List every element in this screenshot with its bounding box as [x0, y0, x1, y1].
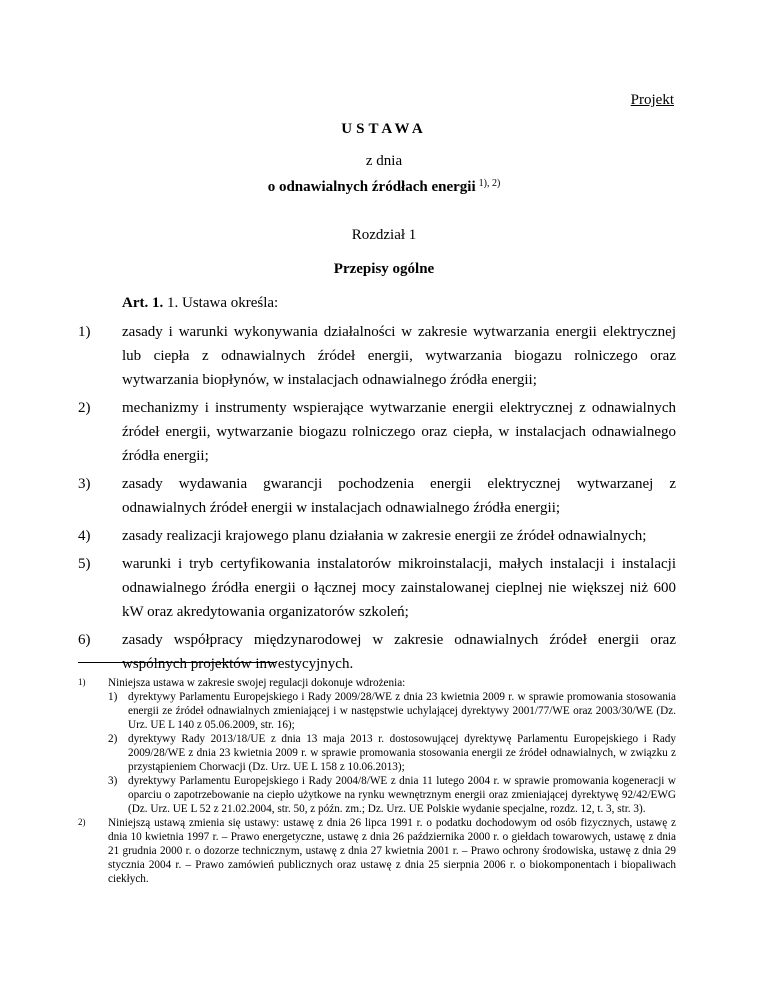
list-item — [78, 524, 676, 548]
list-item — [78, 320, 676, 392]
footnote-subitem — [108, 732, 676, 774]
footnote-intro: Niniejsza ustawa w zakresie swojej regulacji dokonuje wdrożenia: — [108, 677, 406, 689]
footnote-mark: 1) — [78, 677, 86, 687]
chapter-title: Przepisy ogólne — [333, 261, 435, 277]
article-heading — [122, 295, 278, 312]
footnote-intro: Niniejszą ustawą zmienia się ustawy: ustawę z dnia 26 lipca 1991 r. o podatku dochodowym od osób fizycznych, ustawę z dnia 10 kwietnia 1997 r. – Prawo energetyczne, ustawę z dnia 26 października 2000 r. o giełdach towarowych, ustawę z dnia 21 grudnia 2000 r. o dozorze technicznym, ustawę z dnia 27 kwietnia 2001 r. – Prawo ochrony środowiska, ustawę z dnia 29 stycznia 2004 r. – Prawo zamówień publicznych oraz ustawę z dnia 25 sierpnia 2006 r. o biokomponentach i biopaliwach ciekłych. — [108, 817, 676, 885]
subitem-number: 3) — [108, 775, 118, 787]
subitem-number: 2) — [108, 733, 118, 745]
item-text: zasady realizacji krajowego planu działania w zakresie energii ze źródeł odnawialnych; — [122, 528, 647, 544]
footnote-separator — [78, 662, 276, 663]
item-number: 3) — [78, 476, 91, 492]
chapter-label: Rozdział 1 — [351, 227, 417, 243]
footnote-mark: 2) — [78, 817, 86, 827]
document-title: USTAWA — [341, 121, 427, 137]
article-label: Art. 1. — [122, 295, 164, 311]
subitem-number: 1) — [108, 691, 118, 703]
document-subtitle — [0, 178, 768, 196]
footnote-subitem — [108, 690, 676, 732]
item-text: zasady wydawania gwarancji pochodzenia energii elektrycznej wytwarzanej z odnawialnych źródeł energii w instalacjach odnawialnego źródła energii; — [122, 476, 676, 516]
item-number: 6) — [78, 632, 91, 648]
subitem-text: dyrektywy Parlamentu Europejskiego i Rady 2004/8/WE z dnia 11 lutego 2004 r. w sprawie promowania kogeneracji w oparciu o zapotrzebowanie na ciepło użytkowe na rynku wewnętrznym energii oraz zmieniającej dyrektywę 92/42/EWG (Dz. Urz. UE L 52 z 21.02.2004, str. 50, z późn. zm.; Dz. Urz. UE Polskie wydanie specjalne, rozdz. 12, t. 3, str. 3). — [128, 775, 676, 815]
date-line: z dnia — [365, 153, 403, 169]
footnote — [78, 816, 676, 886]
subtitle-text: o odnawialnych źródłach energii — [267, 179, 476, 195]
footnotes — [78, 676, 676, 886]
item-number: 1) — [78, 324, 91, 340]
list-item — [78, 552, 676, 624]
article-lead: 1. Ustawa określa: — [167, 295, 279, 311]
item-text: zasady współpracy międzynarodowej w zakresie odnawialnych źródeł energii oraz wspólnych projektów inwestycyjnych. — [122, 632, 676, 672]
projekt-label: Projekt — [630, 92, 674, 108]
subitem-text: dyrektywy Rady 2013/18/UE z dnia 13 maja 2013 r. dostosowującej dyrektywę Parlamentu Europejskiego i Rady 2009/28/WE z dnia 23 kwietnia 2009 r. w sprawie promowania stosowania energii ze źródeł odnawialnych, w związku z przystąpieniem Chorwacji (Dz. Urz. UE L 158 z 10.06.2013); — [128, 733, 676, 773]
subitem-text: dyrektywy Parlamentu Europejskiego i Rady 2009/28/WE z dnia 23 kwietnia 2009 r. w sprawie promowania stosowania energii ze źródeł odnawialnych zmieniającej i w następstwie uchylającej dyrektywy 2001/77/WE oraz 2003/30/WE (Dz. Urz. UE L 140 z 05.06.2009, str. 16); — [128, 691, 676, 731]
list-item — [78, 396, 676, 468]
footnote-subitem — [108, 774, 676, 816]
list-item — [78, 472, 676, 520]
item-text: zasady i warunki wykonywania działalności w zakresie wytwarzania energii elektrycznej lub ciepła z odnawialnych źródeł energii, wytwarzania biogazu rolniczego oraz wytwarzania biopłynów, w instalacjach odnawialnego źródła energii; — [122, 324, 676, 388]
subtitle-footnote-refs: 1), 2) — [478, 178, 501, 189]
item-number: 4) — [78, 528, 91, 544]
item-text: warunki i tryb certyfikowania instalatorów mikroinstalacji, małych instalacji i instalacji odnawialnego źródła energii o łącznej mocy zainstalowanej cieplnej nie większej niż 600 kW oraz akredytowania organizatorów szkoleń; — [122, 556, 676, 620]
list-item — [78, 628, 676, 676]
item-number: 5) — [78, 556, 91, 572]
item-text: mechanizmy i instrumenty wspierające wytwarzanie energii elektrycznej z odnawialnych źródeł energii, wytwarzanie biogazu rolniczego oraz ciepła, w instalacjach odnawialnego źródła energii; — [122, 400, 676, 464]
article-items — [78, 320, 676, 680]
footnote — [78, 676, 676, 816]
item-number: 2) — [78, 400, 91, 416]
